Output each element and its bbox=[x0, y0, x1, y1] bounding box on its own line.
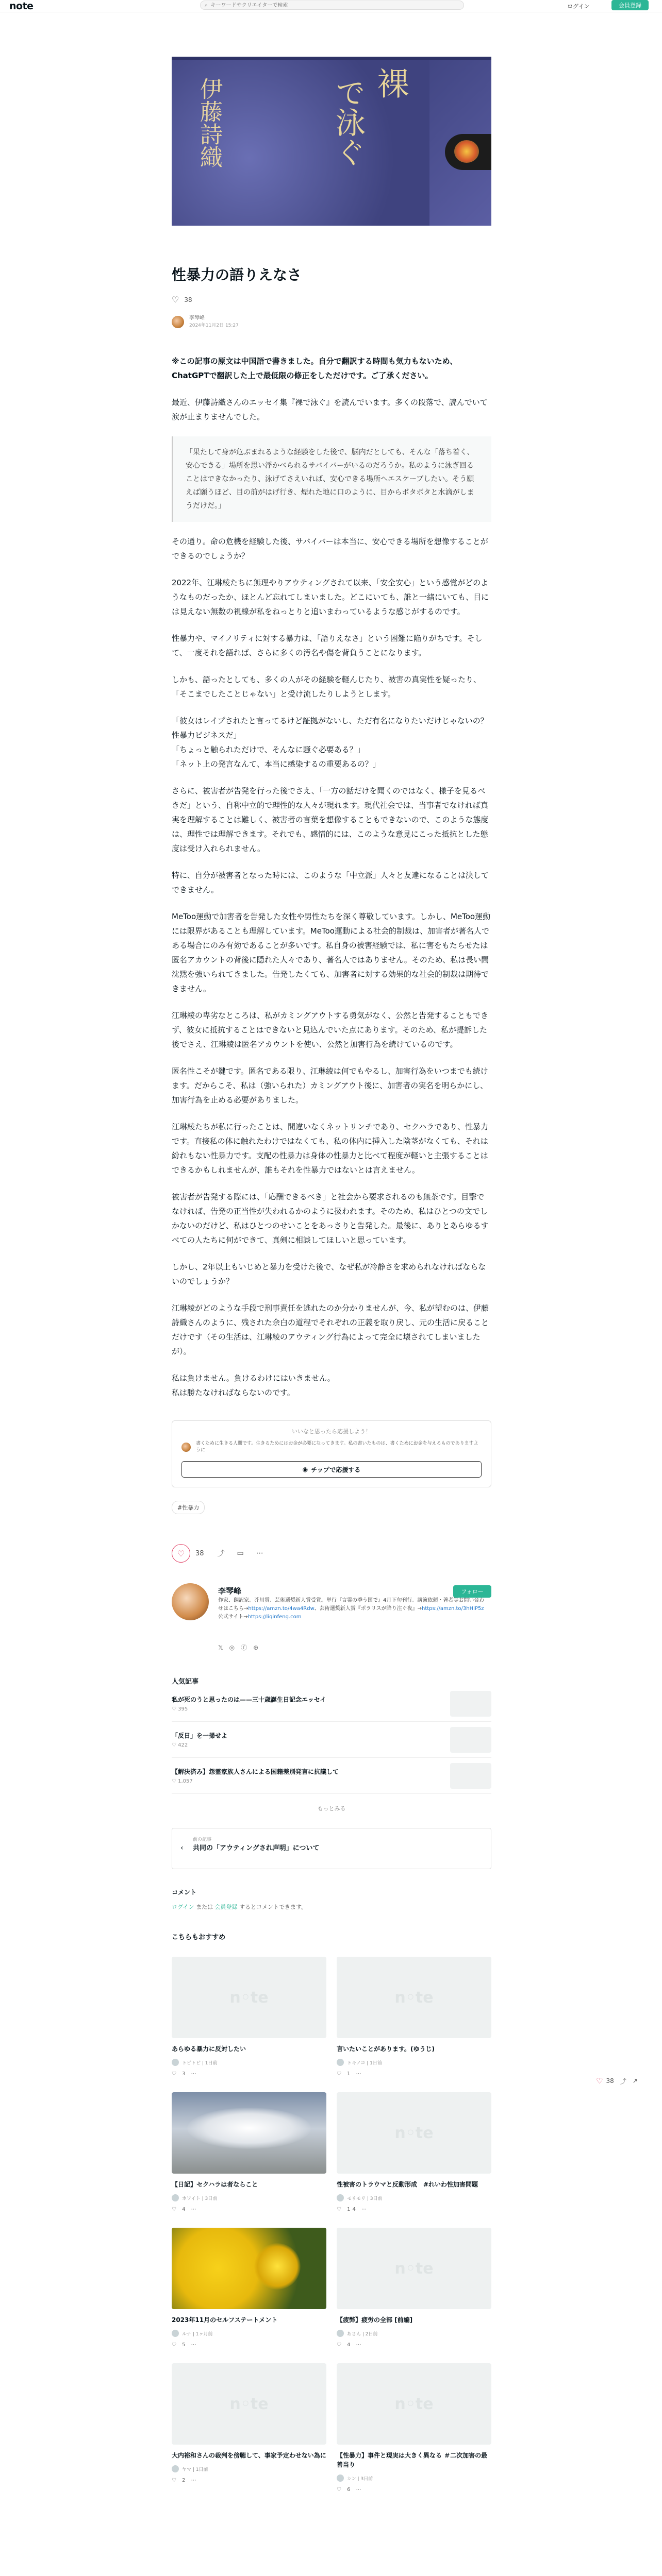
card-image[interactable] bbox=[337, 1957, 491, 2038]
paragraph-15: 江琳綾がどのような手段で刑事責任を逃れたのか分かりませんが、今、私が望むのは、伊藤詩織さんのように、残された余白の道程でそれぞれの正義を取り戻し、元の生活に戻ることだけです（その生活は、江琳綾のアウティング行為によって完全に壊されてしまいましたが）。 bbox=[172, 1303, 489, 1356]
paragraph-2: その通り。命の危機を経験した後、サバイバーは本当に、安心できる場所を想像することができるのでしょうか？ bbox=[172, 537, 488, 561]
card-image[interactable] bbox=[337, 2092, 491, 2174]
paragraph-13: 被害者が告発する際には、「応酬できるべき」と社会から要求されるのも無茶です。目撃でなければ、告発の正当性が失われるかのように扱われます。そのため、私はひとつの文でしかないのだけど、私はひとつのせいことをあっさりと告発した。最後に、ありとあらゆるすべての人たちに何ができて、真剣に相談してほしいと思っています。 bbox=[172, 1192, 489, 1245]
paragraph-3: 2022年、江琳綾たちに無理やりアウティングされて以来、「安全安心」という感覚がどのようなものだったか、ほとんど忘れてしまいました。どこにいても、誰と一緒にいても、目には見えない無数の視線が私をねっとりと追いまわっているような感じがするのです。 bbox=[172, 578, 489, 616]
avatar bbox=[172, 2465, 179, 2472]
card-meta: ♡ 14 ⋯ bbox=[337, 2207, 369, 2212]
card-user-text[interactable]: トキノコ | 1日前 bbox=[347, 2060, 382, 2066]
paragraph-10: 江琳綾の卑劣なところは、私がカミングアウトする勇気がなく、公然と告発することもできず、彼女に抵抗することはできないと見込んでいた点にあります。そのため、私が提訴した後でさえ、江琳綾は匿名アカウントを使い、公然と加害行為を続けているのです。 bbox=[172, 1011, 488, 1049]
card-user-text[interactable]: モリモリ | 3日前 bbox=[347, 2196, 383, 2201]
popular-item-title[interactable]: 「反日」を一掃せよ bbox=[172, 1732, 228, 1739]
recommend-card[interactable] bbox=[172, 2228, 326, 2348]
thumbnail bbox=[450, 1763, 491, 1789]
signup-button[interactable]: 会員登録 bbox=[611, 0, 649, 10]
card-meta: ♡ 6 ⋯ bbox=[337, 2487, 363, 2493]
card-user bbox=[172, 2194, 326, 2201]
post-date: 2024年11月2日 15:27 bbox=[189, 323, 239, 328]
card-user-text[interactable]: トピトピ | 1日前 bbox=[182, 2060, 218, 2066]
paragraph-4: 性暴力や、マイノリティに対する暴力は、「語りえなさ」という困難に陥りがちです。そして、一度それを語れば、さらに多くの汚名や傷を背負うことになります。 bbox=[172, 634, 483, 657]
x-icon[interactable]: 𝕏 bbox=[218, 1644, 229, 1651]
share-icon[interactable]: ⤴ bbox=[217, 1550, 225, 1558]
author-name[interactable]: 李琴峰 bbox=[189, 315, 205, 321]
card-meta: ♡ 2 ⋯ bbox=[172, 2478, 198, 2483]
avatar bbox=[337, 2194, 344, 2201]
recommend-card[interactable] bbox=[337, 2363, 491, 2493]
chevron-left-icon: ‹ bbox=[180, 1844, 184, 1852]
card-user bbox=[337, 2059, 491, 2066]
heart-icon[interactable]: ♡ bbox=[596, 2076, 603, 2086]
card-user-text[interactable]: ルナ | 1ヶ月前 bbox=[182, 2331, 213, 2337]
likes-row bbox=[172, 295, 491, 304]
social-links bbox=[218, 1643, 264, 1652]
flower-icon bbox=[445, 134, 491, 170]
card-image[interactable] bbox=[172, 2092, 326, 2174]
hero-strip bbox=[172, 57, 491, 60]
hashtag[interactable]: #性暴力 bbox=[172, 1501, 205, 1514]
thumbnail bbox=[450, 1727, 491, 1753]
author-meta bbox=[189, 315, 239, 329]
paragraph-16-line: 私は勝たなければならないのです。 bbox=[172, 1388, 295, 1397]
paragraph-6-line: 「ネット上の発言なんて、本当に感染するの重要あるの？」 bbox=[172, 759, 380, 769]
avatar bbox=[172, 2059, 179, 2066]
likes-count[interactable]: 38 bbox=[184, 296, 192, 303]
prev-article-card[interactable] bbox=[172, 1828, 491, 1869]
popular-title: 人気記事 bbox=[172, 1678, 199, 1686]
site-header bbox=[0, 0, 662, 12]
card-image[interactable] bbox=[172, 2228, 326, 2309]
quote-block: 「果たして身が危ぶまれるような経験をした後で、脳内だとしても、そんな「落ち着く、安心できる」場所を思い浮かべられるサバイバーがいるのだろうか。私のように泳ぎ回ることはできなかったり、泳げてさえいれば、安心できる場所へエスケープしたい。そう願えば願うほど、目の前がはげ行き、煙れた地に口のように、目からボタボタと水滴がしまうだけだ。」 bbox=[172, 436, 491, 522]
card-meta: ♡ 1 ⋯ bbox=[337, 2071, 363, 2077]
globe-icon[interactable]: ⊕ bbox=[253, 1644, 265, 1651]
note-watermark-icon: n◦te bbox=[394, 1988, 434, 2007]
card-meta: ♡ 4 ⋯ bbox=[172, 2207, 198, 2212]
card-user-text[interactable]: ホワイト | 3日前 bbox=[182, 2196, 218, 2201]
more-icon[interactable]: ⋯ bbox=[256, 1549, 263, 1557]
tip-button[interactable] bbox=[181, 1461, 482, 1478]
prev-label: 前の記事 bbox=[193, 1837, 212, 1842]
card-image[interactable] bbox=[337, 2363, 491, 2445]
avatar[interactable] bbox=[172, 316, 184, 328]
hero-image bbox=[172, 57, 491, 226]
instagram-icon[interactable]: ◎ bbox=[229, 1644, 241, 1651]
floating-like-count[interactable]: 38 bbox=[606, 2077, 614, 2084]
paragraph-14: しかし、2年以上もいじめと暴力を受けた後で、なぜ私が冷静さを求められなければならないのでしょうか？ bbox=[172, 1262, 486, 1286]
article-title: 性暴力の語りえなさ bbox=[172, 266, 302, 283]
popular-item-count: ♡ 422 bbox=[172, 1742, 188, 1748]
card-user-text[interactable]: シン | 3日前 bbox=[347, 2476, 373, 2482]
more-link[interactable]: もっとみる bbox=[317, 1805, 346, 1812]
support-header: いいなと思ったら応援しよう！ bbox=[292, 1428, 371, 1435]
card-image[interactable] bbox=[337, 2228, 491, 2309]
note-watermark-icon: n◦te bbox=[394, 2124, 434, 2142]
comment-heading: コメント bbox=[172, 1889, 197, 1896]
list-item[interactable] bbox=[172, 1758, 491, 1794]
card-title[interactable]: 2023年11月のセルフステートメント bbox=[172, 2316, 278, 2324]
comment-signup-link[interactable]: 会員登録 bbox=[214, 1904, 238, 1910]
card-meta: ♡ 5 ⋯ bbox=[172, 2342, 198, 2348]
note-watermark-icon: n◦te bbox=[229, 2395, 269, 2413]
coin-icon: ◉ bbox=[302, 1466, 308, 1473]
comment-mid-text: または bbox=[195, 1904, 213, 1910]
recommend-title: こちらもおすすめ bbox=[172, 1934, 226, 1941]
creator-bio-text-3: 公式サイト→ bbox=[218, 1614, 248, 1620]
card-user-text[interactable]: あさん | 2日前 bbox=[347, 2331, 378, 2337]
action-row bbox=[172, 1544, 491, 1563]
note-watermark-icon: n◦te bbox=[394, 2395, 434, 2413]
avatar bbox=[181, 1443, 191, 1452]
paragraph-8: 特に、自分が被害者となった時には、このような「中立派」人々と友達になることは決してできません。 bbox=[172, 871, 489, 894]
recommend-grid bbox=[172, 1957, 491, 2493]
list-item[interactable] bbox=[172, 1686, 491, 1722]
hero-title-2: で泳ぐ bbox=[330, 77, 366, 167]
avatar bbox=[337, 2475, 344, 2482]
card-title[interactable]: 言いたいことがあります。(ゆうじ) bbox=[337, 2045, 435, 2053]
card-title[interactable]: 【性暴力】事件と現実は大きく異なる ＃二次加害の最善当り bbox=[337, 2452, 488, 2468]
card-user bbox=[172, 2330, 326, 2337]
card-user bbox=[337, 2194, 491, 2201]
card-user bbox=[172, 2465, 326, 2472]
note-logo[interactable]: note bbox=[9, 1, 34, 12]
popular-item-count: ♡ 1,057 bbox=[172, 1778, 193, 1784]
avatar bbox=[172, 2330, 179, 2337]
author-row bbox=[172, 315, 491, 329]
paragraph-6 bbox=[172, 714, 496, 771]
card-user-text[interactable]: ヤマ | 1日前 bbox=[182, 2467, 208, 2472]
creator-bio-link-2[interactable]: https://amzn.to/3hHlP5z bbox=[421, 1606, 484, 1612]
heart-icon[interactable]: ♡ bbox=[172, 295, 179, 304]
list-item[interactable] bbox=[172, 1722, 491, 1758]
card-user bbox=[337, 2475, 491, 2482]
search-input[interactable] bbox=[211, 3, 438, 8]
tip-button-label: チップで応援する bbox=[311, 1466, 361, 1473]
paragraph-6-line: 「ちょっと触られただけで、そんなに騒ぐ必要ある？」 bbox=[172, 745, 365, 754]
card-title[interactable]: 大内裕和さんの裁判を傍聴して、事家予定わせない為に bbox=[172, 2452, 326, 2459]
card-image[interactable] bbox=[172, 2363, 326, 2445]
card-image[interactable] bbox=[172, 1957, 326, 2038]
recommend-card[interactable] bbox=[337, 1957, 491, 2077]
card-title[interactable]: 性被害のトラウマと反動形成 #れいわ性加害問題 bbox=[337, 2181, 478, 2188]
avatar bbox=[172, 2194, 179, 2201]
note-watermark-icon: n◦te bbox=[229, 1988, 269, 2007]
bookmark-icon[interactable]: ▭ bbox=[237, 1549, 244, 1557]
paragraph-9: MeToo運動で加害者を告発した女性や男性たちを深く尊敬しています。しかし、MeToo運動には限界があることも理解しています。MeToo運動による社会的制裁は、加害者が著名人である場合にのみ有効であることが多いです。私自身の被害経験では、私に害をもたらせたは匿名アカウントの背後に隠れた人々であり、著名人ではありません。そのため、私は長い間沈黙を強いられてきました。告発したくても、加害者に対する効果的な社会的制裁は期待できません。 bbox=[172, 912, 491, 993]
recommend-card[interactable] bbox=[172, 2092, 326, 2212]
paragraph-11: 匿名性こそが鍵です。匿名である限り、江琳綾は何でもやるし、加害行為をいつまでも続けます。だからこそ、私は（強いられた）カミングアウト後に、加害者の実名を明らかにし、加害行為を止める必要がありました。 bbox=[172, 1066, 488, 1105]
comment-prompt bbox=[172, 1903, 491, 1911]
creator-bio-link-3[interactable]: https://liqinfeng.com bbox=[247, 1614, 302, 1620]
avatar[interactable] bbox=[172, 1583, 209, 1620]
creator-bio-link[interactable]: https://amzn.to/4wa4Rdw bbox=[248, 1606, 315, 1612]
recommend-card[interactable] bbox=[172, 1957, 326, 2077]
card-title[interactable]: 【日記】セクハラは者ならこと bbox=[172, 2181, 258, 2188]
note-watermark-icon: n◦te bbox=[394, 2259, 434, 2278]
support-box bbox=[172, 1420, 491, 1487]
paragraph-5: しかも、語ったとしても、多くの人がその経験を軽んじたり、被害の真実性を疑ったり、「そこまでしたことじゃない」と受け流したりしようとします。 bbox=[172, 675, 482, 699]
creator-name[interactable]: 李琴峰 bbox=[218, 1586, 242, 1596]
creator-bio-text-2: 、芸術選奨新人賞『ポラリスが降り注ぐ夜』→ bbox=[314, 1606, 422, 1612]
article bbox=[172, 57, 496, 2493]
paragraph-16-line: 私は負けません。負けるわけにはいきません。 bbox=[172, 1374, 335, 1383]
recommend-card[interactable] bbox=[337, 2092, 491, 2212]
more-icon[interactable]: ↗ bbox=[632, 2077, 638, 2084]
paragraph-16 bbox=[172, 1371, 491, 1400]
popular-item-count: ♡ 395 bbox=[172, 1706, 188, 1712]
follow-button[interactable]: フォロー bbox=[453, 1585, 491, 1598]
floating-actions bbox=[596, 2076, 638, 2086]
support-message-row bbox=[181, 1440, 482, 1454]
comment-login-link[interactable]: ログイン bbox=[172, 1904, 194, 1910]
paragraph-12: 江琳綾たちが私に行ったことは、間違いなくネットリンチであり、セクハラであり、性暴力です。直接私の体に触れたわけではなくても、私の体内に挿入した陰茎がなくても、それは紛れもない性暴力です。支配の性暴力は身体の性暴力と比べて程度が軽いと主張することはできるかもしれませんが、誰もそれを性暴力ではないとは言えません。 bbox=[172, 1122, 489, 1175]
thumbnail bbox=[450, 1691, 491, 1717]
avatar bbox=[337, 2059, 344, 2066]
popular-item-title[interactable]: 私が死のうと思ったのは——三十歳誕生日記念エッセイ bbox=[172, 1696, 326, 1703]
like-count[interactable]: 38 bbox=[195, 1549, 204, 1557]
lead-paragraph: ※この記事の原文は中国語で書きました。自分で翻訳する時間も気力もないため、ChatGPTで翻訳した上で最低限の修正をしただけです。ご了承ください。 bbox=[172, 357, 457, 380]
hero-author: 伊藤詩織 bbox=[196, 77, 222, 168]
prev-title[interactable]: 共同の「アウティングされ声明」について bbox=[193, 1844, 320, 1852]
card-title[interactable]: 【疲弊】疲労の全部 [前編] bbox=[337, 2316, 413, 2324]
creator-bio bbox=[218, 1597, 486, 1621]
facebook-icon[interactable]: ⓕ bbox=[241, 1644, 254, 1651]
card-user bbox=[172, 2059, 326, 2066]
creator-card bbox=[172, 1583, 491, 1660]
card-meta: ♡ 4 ⋯ bbox=[337, 2342, 363, 2348]
search-icon: ⌕ bbox=[205, 2, 208, 8]
recommend-card[interactable] bbox=[337, 2228, 491, 2348]
support-message: 書くために生きる人間です。生きるためにはお金が必要になってきます。私の書いたものは、書くためにお金を与えるものでありますように bbox=[196, 1441, 478, 1453]
popular-item-title[interactable]: 【解決済み】怨霊家族人さんによる国籍差別発言に抗議して bbox=[172, 1768, 339, 1775]
hero-title-1: 裸 bbox=[372, 67, 409, 99]
popular-articles bbox=[172, 1676, 491, 1812]
paragraph-7: さらに、被害者が告発を行った後でさえ、「一方の話だけを聞くのではなく、様子を見るべきだ」という、自称中立的で理性的な人々が現れます。現代社会では、当事者でなければ真実を理解することは難しく、被害者の言葉を想像することもできないので、このような態度は、理性では理解できます。それでも、感情的には、このような意見にこった抵抗とした態度は受け入れられません。 bbox=[172, 786, 489, 853]
paragraph-1: 最近、伊藤詩織さんのエッセイ集『裸で泳ぐ』を読んでいます。多くの段落で、読んでいて涙が止まりませんでした。 bbox=[172, 398, 488, 421]
search-box[interactable] bbox=[200, 1, 464, 10]
recommend-card[interactable] bbox=[172, 2363, 326, 2493]
card-user bbox=[337, 2330, 491, 2337]
comment-tail-text: するとコメントできます。 bbox=[239, 1904, 307, 1910]
avatar bbox=[337, 2330, 344, 2337]
paragraph-6-line: 「彼女はレイプされたと言ってるけど証拠がないし、ただ有名になりたいだけじゃないの？ 性暴力ビジネスだ」 bbox=[172, 716, 496, 740]
share-icon[interactable]: ⤴ bbox=[620, 2077, 626, 2085]
login-link[interactable]: ログイン bbox=[567, 3, 590, 10]
card-meta: ♡ 3 ⋯ bbox=[172, 2071, 198, 2077]
creator-bio-text: 作家、翻訳家。芥川賞、芸術選奨新人賞受賞。単行『言霊の季う国で』4月下旬刊行。講演依頼・著者等お問い合わせはこちら→ bbox=[218, 1598, 485, 1612]
like-button[interactable]: ♡ bbox=[172, 1544, 190, 1563]
card-title[interactable]: あらゆる暴力に反対したい bbox=[172, 2045, 246, 2053]
